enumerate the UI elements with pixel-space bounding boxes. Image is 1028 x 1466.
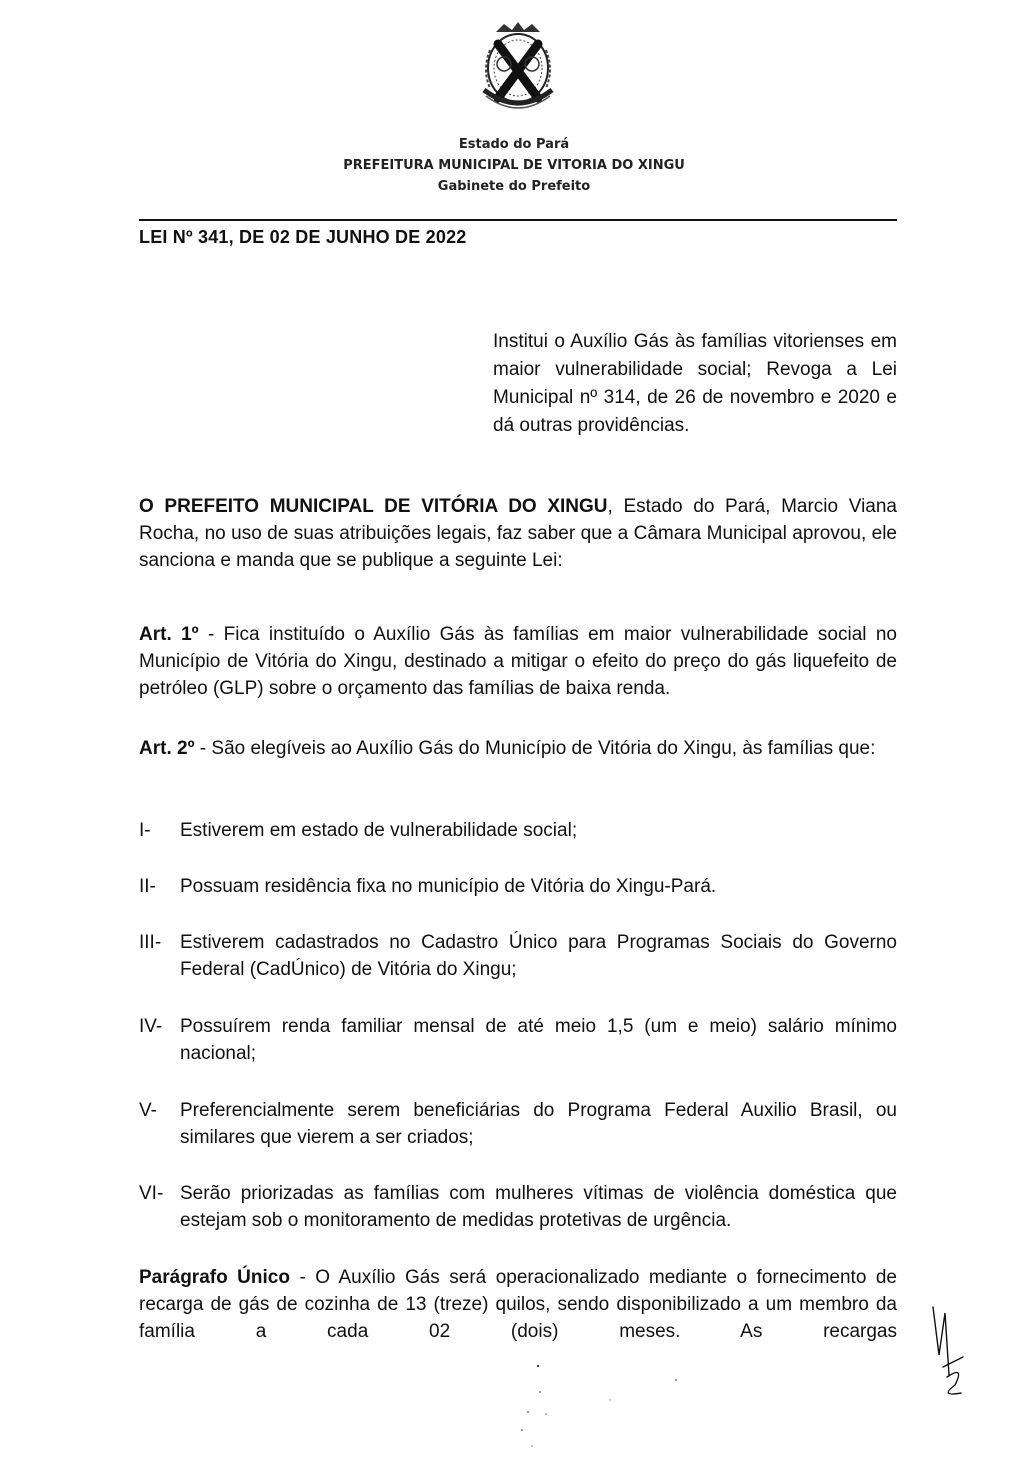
law-summary: Institui o Auxílio Gás às famílias vitorienses em maior vulnerabilidade social; Revoga a Lei Municipal nº 314, de 26 de novembro e 2020 e dá outras providências. <box>493 331 897 436</box>
article-2-label: Art. 2º <box>139 738 195 759</box>
sole-paragraph-label: Parágrafo Único <box>139 1267 290 1288</box>
item-number: V- <box>139 1100 157 1121</box>
item-text: Possuírem renda familiar mensal de até meio 1,5 (um e meio) salário mínimo nacional; <box>180 1016 897 1064</box>
article-1-text: - Fica instituído o Auxílio Gás às famílias em maior vulnerabilidade social no Município de Vitória do Xingu, destinado a mitigar o efeito do preço do gás liquefeito de petróleo (GLP) sobre o orçamento das famílias de baixa renda. <box>139 624 897 699</box>
office-name: Gabinete do Prefeito <box>437 179 591 194</box>
article-1 <box>139 621 897 702</box>
preamble-bold: O PREFEITO MUNICIPAL DE VITÓRIA DO XINGU <box>139 496 608 517</box>
item-number: I- <box>139 820 151 841</box>
header-divider <box>139 219 897 221</box>
preamble-text: , Estado do Pará, Marcio Viana Rocha, no uso de suas atribuições legais, faz saber que a Câmara Municipal aprovou, ele sanciona e manda que se publique a seguinte Lei: <box>139 496 897 571</box>
municipal-crest-icon <box>468 20 568 120</box>
item-text: Preferencialmente serem beneficiárias do Programa Federal Auxilio Brasil, ou similares que vierem a ser criados; <box>180 1100 897 1148</box>
item-number: III- <box>139 932 162 953</box>
letterhead <box>0 134 1028 197</box>
signature-initials <box>925 1305 970 1400</box>
scan-specks <box>510 1360 690 1460</box>
item-text: Estiverem cadastrados no Cadastro Único para Programas Sociais do Governo Federal (CadÚnico) de Vitória do Xingu; <box>180 932 897 980</box>
state-name: Estado do Pará <box>458 137 570 152</box>
item-number: II- <box>139 876 156 897</box>
preamble <box>139 493 897 574</box>
article-1-label: Art. 1º <box>139 624 199 645</box>
item-text: Estiverem em estado de vulnerabilidade social; <box>180 820 578 841</box>
sole-paragraph-text: - O Auxílio Gás será operacionalizado mediante o fornecimento de recarga de gás de cozinha de 13 (treze) quilos, sendo disponibilizado a um membro da família a cada 02 (dois) meses. As recargas <box>139 1267 897 1342</box>
article-2 <box>139 735 897 762</box>
law-title: LEI Nº 341, DE 02 DE JUNHO DE 2022 <box>139 227 467 247</box>
item-number: IV- <box>139 1016 163 1037</box>
item-text: Serão priorizadas as famílias com mulheres vítimas de violência doméstica que estejam sob o monitoramento de medidas protetivas de urgência. <box>180 1183 897 1231</box>
item-text: Possuam residência fixa no município de Vitória do Xingu-Pará. <box>180 876 717 897</box>
item-number: VI- <box>139 1183 164 1204</box>
article-2-text: - São elegíveis ao Auxílio Gás do Município de Vitória do Xingu, às famílias que: <box>194 738 876 759</box>
sole-paragraph <box>139 1264 897 1345</box>
prefecture-name: PREFEITURA MUNICIPAL DE VITORIA DO XINGU <box>343 158 685 173</box>
